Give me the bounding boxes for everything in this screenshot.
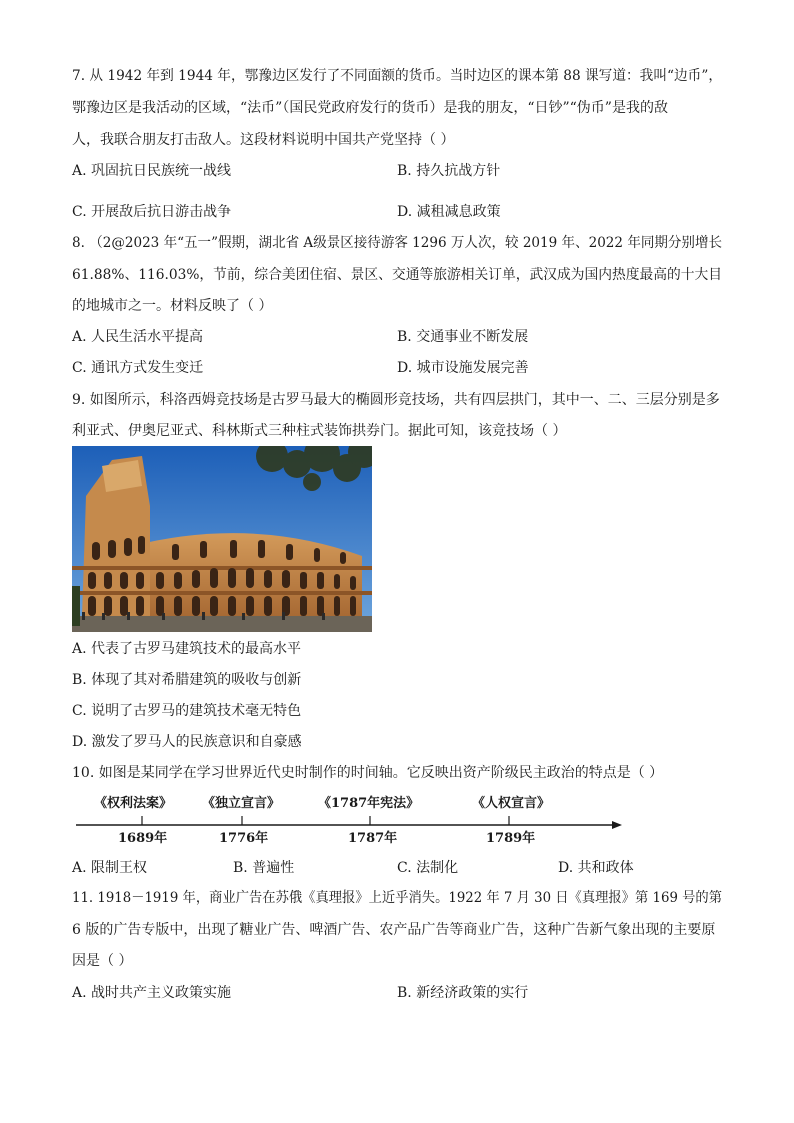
q10-option-c[interactable]: C. 法制化	[397, 860, 459, 876]
timeline-year-3: 1787年	[348, 831, 398, 846]
q11-stem-line-1: 11. 1918－1919 年，商业广告在苏俄《真理报》上近乎消失。1922 年 7 月 30 日《真理报》第 169 号的第	[72, 890, 723, 906]
timeline-year-2: 1776年	[219, 831, 269, 846]
q7-stem-line-3: 人，我联合朋友打击敌人。这段材料说明中国共产党坚持（ ）	[72, 132, 455, 148]
q8-option-a[interactable]: A. 人民生活水平提高	[72, 329, 204, 345]
timeline-doc-4: 《人权宣言》	[472, 796, 551, 811]
q10-option-a[interactable]: A. 限制王权	[72, 860, 148, 876]
q9-option-a[interactable]: A. 代表了古罗马建筑技术的最高水平	[72, 641, 302, 657]
q8-stem-line-3: 的地城市之一。材料反映了（ ）	[72, 298, 273, 314]
q7-option-a[interactable]: A. 巩固抗日民族统一战线	[72, 163, 232, 179]
timeline-doc-2: 《独立宣言》	[202, 796, 281, 811]
q10-option-b[interactable]: B. 普遍性	[233, 860, 295, 876]
colosseum-illustration	[72, 446, 372, 632]
q8-stem-line-2: 61.88%、116.03%，节前，综合美团住宿、景区、交通等旅游相关订单，武汉成为国内热度最高的十大目	[72, 267, 723, 283]
timeline-year-1: 1689年	[118, 831, 168, 846]
q8-option-c[interactable]: C. 通讯方式发生变迁	[72, 360, 204, 376]
q8-option-b[interactable]: B. 交通事业不断发展	[397, 329, 529, 345]
timeline-doc-1: 《权利法案》	[94, 796, 173, 811]
q10-option-d[interactable]: D. 共和政体	[558, 860, 634, 876]
q9-stem-line-2: 利亚式、伊奥尼亚式、科林斯式三种柱式装饰拱券门。据此可知，该竞技场（ ）	[72, 423, 567, 439]
q10-stem-line-1: 10. 如图是某同学在学习世界近代史时制作的时间轴。它反映出资产阶级民主政治的特点是（ ）	[72, 765, 664, 781]
q11-stem-line-3: 因是（ ）	[72, 953, 133, 969]
q9-option-c[interactable]: C. 说明了古罗马的建筑技术毫无特色	[72, 703, 302, 719]
q9-option-b[interactable]: B. 体现了其对希腊建筑的吸收与创新	[72, 672, 302, 688]
q8-stem-line-1: 8. （2@2023 年“五一”假期，湖北省 A级景区接待游客 1296 万人次，较 2019 年、2022 年同期分别增长	[72, 235, 723, 251]
timeline-year-4: 1789年	[486, 831, 536, 846]
q11-stem-line-2: 6 版的广告专版中，出现了糖业广告、啤酒广告、农产品广告等商业广告，这种广告新气象出现的主要原	[72, 922, 716, 938]
q7-option-c[interactable]: C. 开展敌后抗日游击战争	[72, 204, 232, 220]
q7-option-b[interactable]: B. 持久抗战方针	[397, 163, 501, 179]
colosseum-photo	[72, 446, 372, 632]
q11-option-b[interactable]: B. 新经济政策的实行	[397, 985, 529, 1001]
q11-option-a[interactable]: A. 战时共产主义政策实施	[72, 985, 232, 1001]
q8-option-d[interactable]: D. 城市设施发展完善	[397, 360, 529, 376]
timeline-doc-3: 《1787年宪法》	[318, 796, 420, 811]
q7-stem-line-2: 鄂豫边区是我活动的区域，“法币”（国民党政府发行的货币）是我的朋友，“日钞”“伪币”是我的敌	[72, 100, 668, 116]
q9-option-d[interactable]: D. 激发了罗马人的民族意识和自豪感	[72, 734, 302, 750]
q7-option-d[interactable]: D. 减租减息政策	[397, 204, 501, 220]
q9-stem-line-1: 9. 如图所示，科洛西姆竞技场是古罗马最大的椭圆形竞技场，共有四层拱门，其中一、二、三层分别是多	[72, 392, 720, 408]
q7-stem-line-1: 7. 从 1942 年到 1944 年，鄂豫边区发行了不同面额的货币。当时边区的课本第 88 课写道：我叫“边币”，	[72, 68, 722, 84]
timeline-diagram	[72, 792, 632, 852]
